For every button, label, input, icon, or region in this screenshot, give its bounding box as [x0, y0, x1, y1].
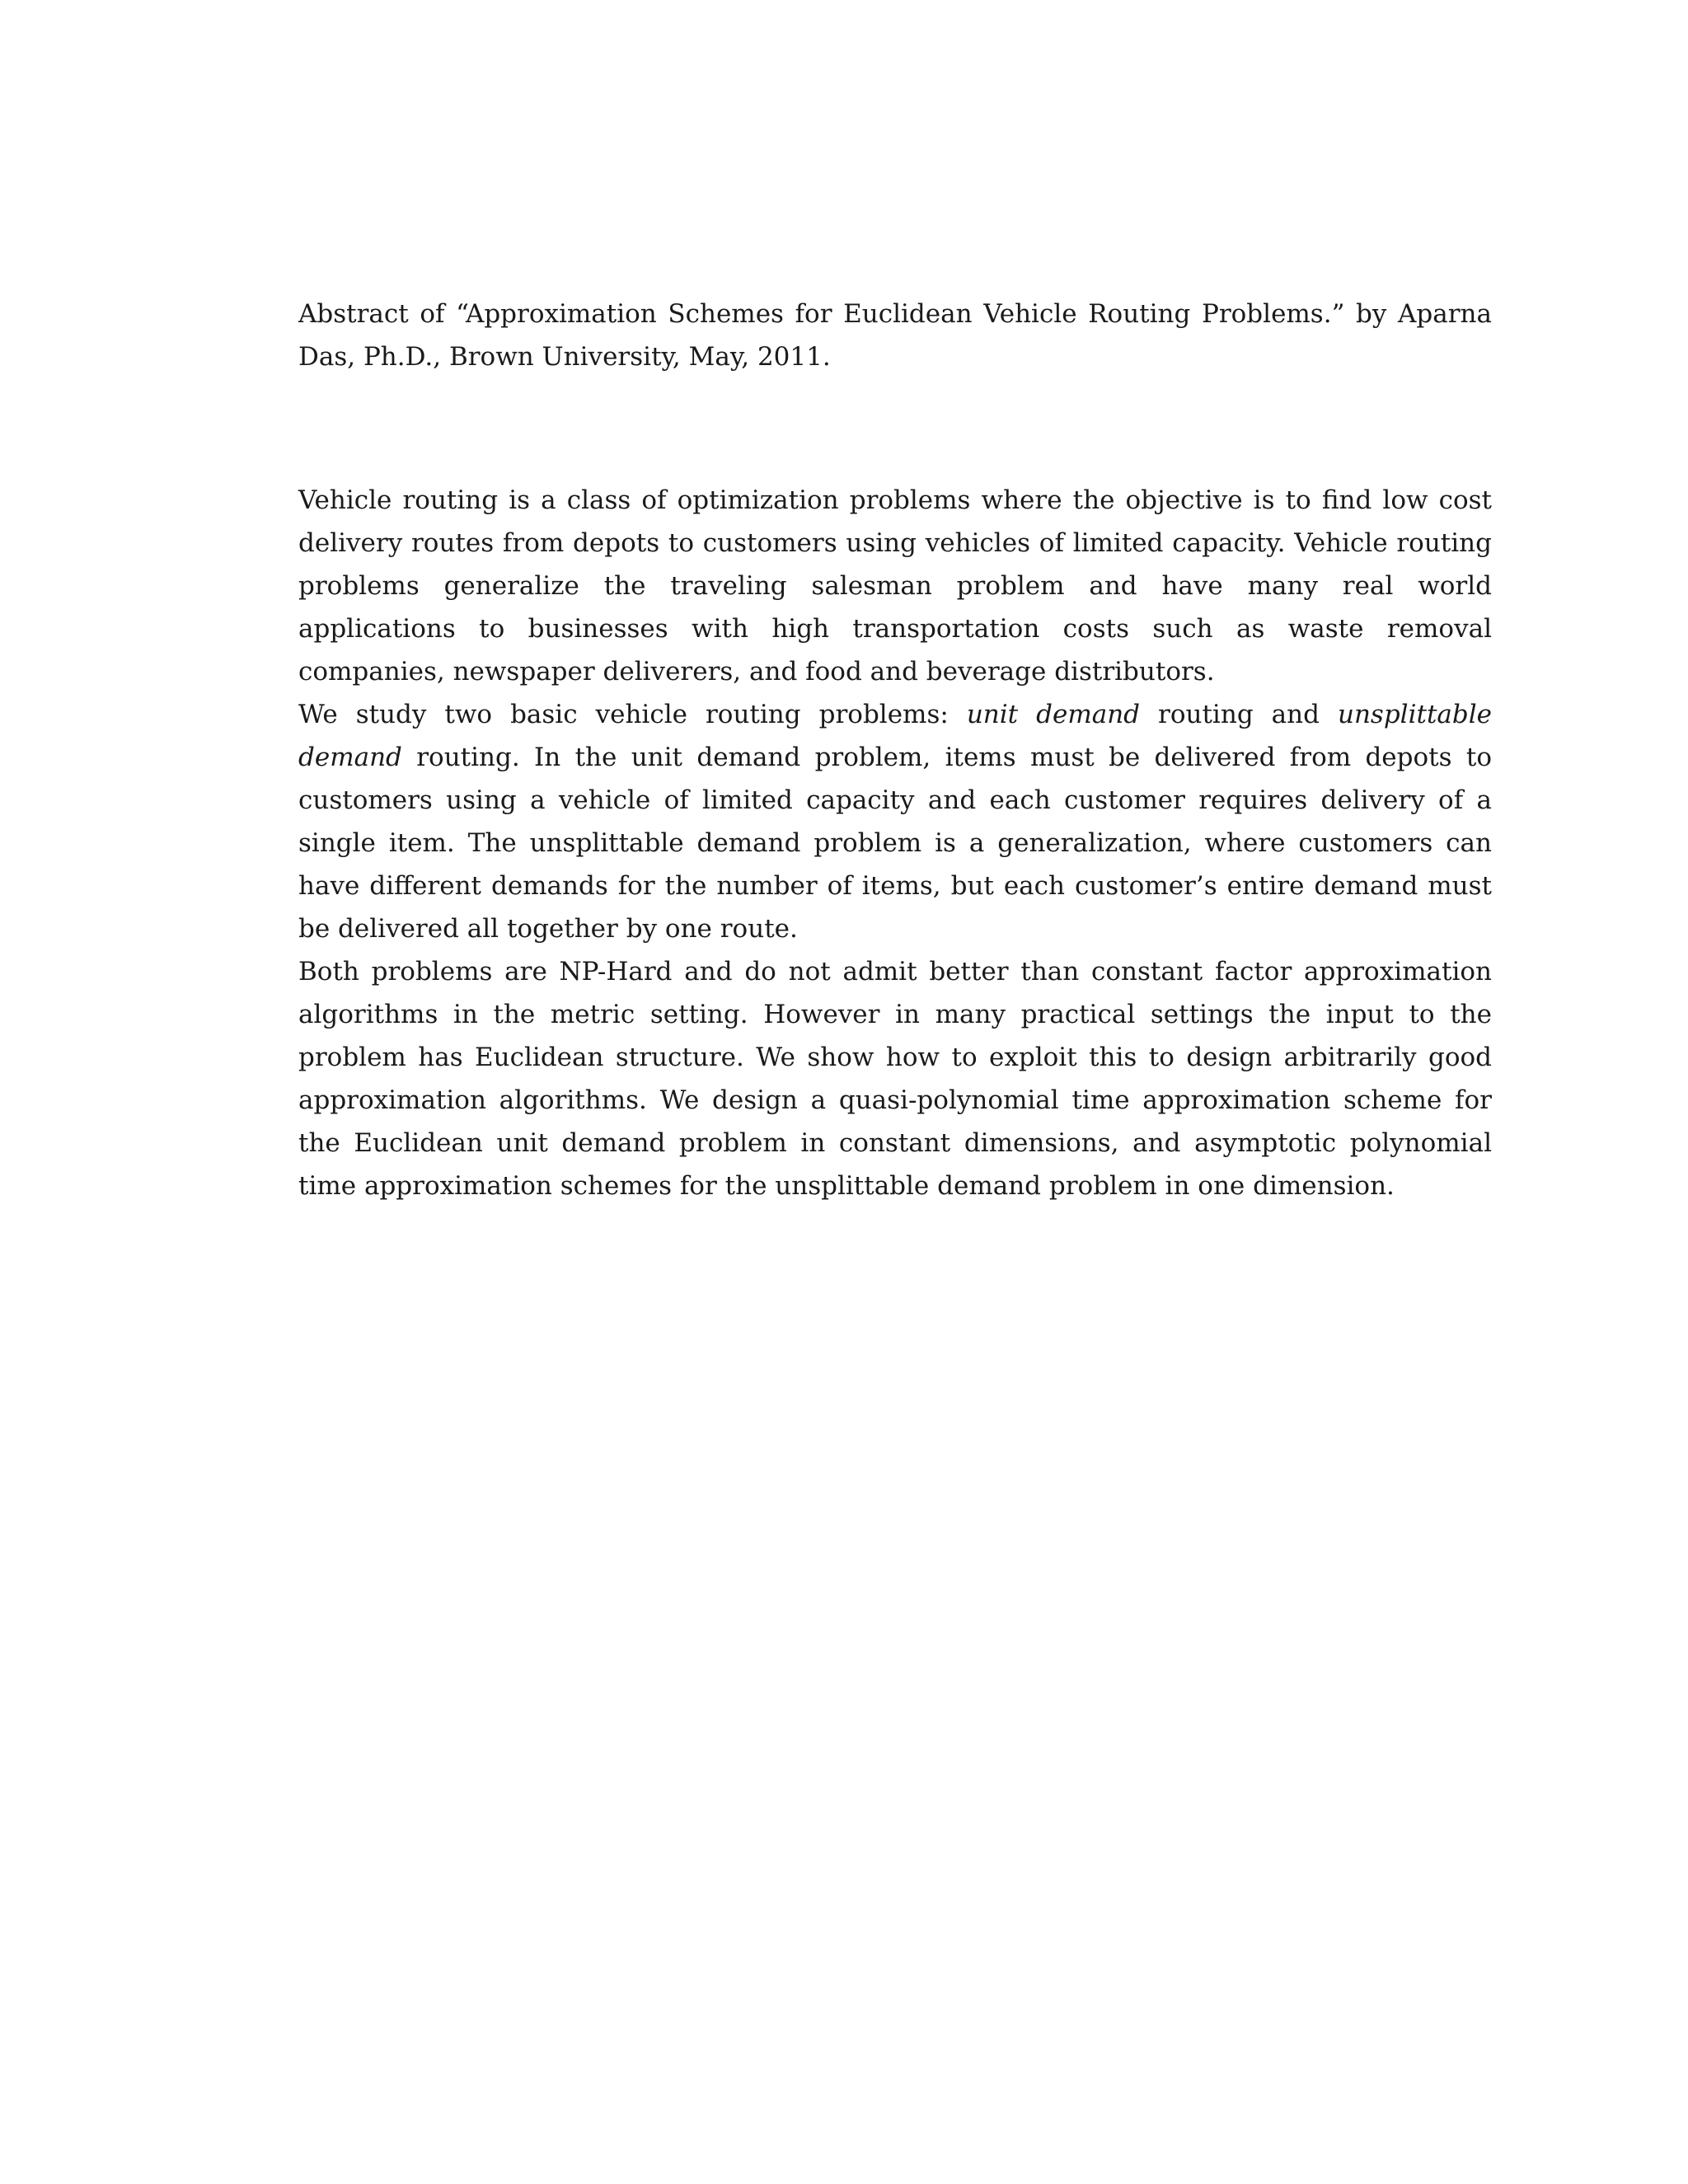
abstract-header: Abstract of “Approximation Schemes for Euclidean Vehicle Routing Problems.” by Aparna Das, Ph.D., Brown University, May, 2011. — [298, 299, 1492, 372]
paragraph-1: Vehicle routing is a class of optimization problems where the objective is to find low cost delivery routes from depots to customers using vehicles of limited capacity. Vehicle routing problems generalize the traveling salesman problem and have many real world applications to businesses with high transportation costs such as waste removal companies, newspaper deliverers, and food and beverage distributors. — [298, 485, 1492, 687]
paragraph-3: Both problems are NP-Hard and do not admit better than constant factor approximation algorithms in the metric setting. However in many practical settings the input to the problem has Euclidean structure. We show how to exploit this to design arbitrarily good approximation algorithms. We design a quasi-polynomial time approximation scheme for the Euclidean unit demand problem in constant dimensions, and asymptotic polynomial time approximation schemes for the unsplittable demand problem in one dimension. — [298, 957, 1492, 1201]
abstract-body — [298, 479, 1492, 1207]
paragraph-2-text-middle: routing and — [1140, 700, 1338, 729]
term-unsplittable-demand: unsplittable demand — [298, 700, 1492, 772]
paragraph-2-text-end: routing. In the unit demand problem, items must be delivered from depots to customers using a vehicle of limited capacity and each customer requires delivery of a single item. The unsplittable demand problem is a generalization, where customers can have different demands for the number of items, but each customer’s entire demand must be delivered all together by one route. — [298, 743, 1492, 944]
term-unit-demand: unit demand — [966, 700, 1141, 729]
abstract-page — [298, 293, 1492, 1207]
paragraph-2-text-start: We study two basic vehicle routing problems: — [298, 700, 967, 729]
paragraph-2 — [298, 693, 1492, 950]
